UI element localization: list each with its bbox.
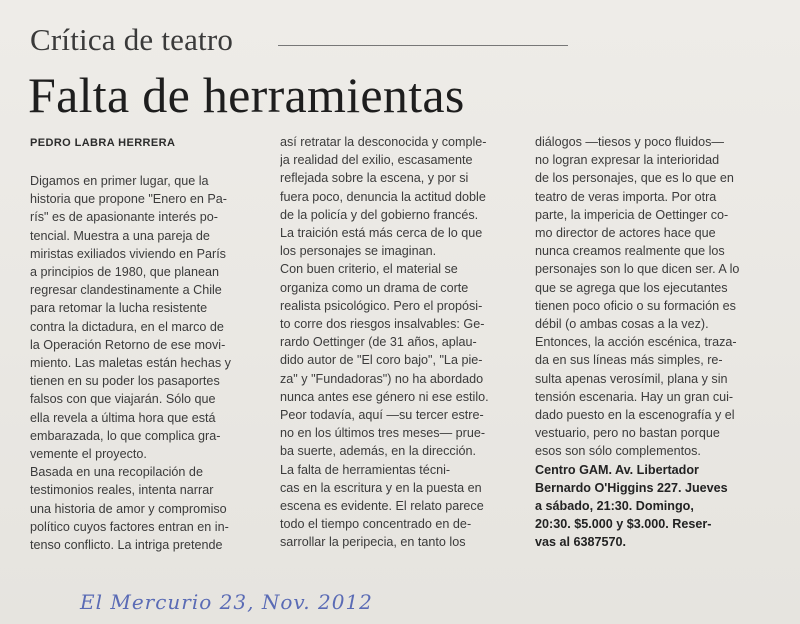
text-line: tienen poco oficio o su formación es <box>535 298 736 313</box>
text-line: esos son sólo complementos. <box>535 444 701 459</box>
headline: Falta de herramientas <box>28 67 465 123</box>
text-line: testimonios reales, intenta narrar <box>30 483 214 498</box>
text-line: diálogos —tiesos y poco fluidos— <box>535 135 725 149</box>
text-line: escena es evidente. El relato parece <box>280 499 484 514</box>
text-line: no en los últimos tres meses— prue- <box>280 426 486 441</box>
text-line: miristas exiliados viviendo en París <box>30 246 226 261</box>
text-line: realista psicológico. Pero el propósi- <box>280 298 483 313</box>
text-line: Peor todavía, aquí —su tercer estre- <box>280 408 484 423</box>
text-line: nunca antes ese género ni ese estilo. <box>280 389 489 404</box>
text-line: para retomar la lucha resistente <box>30 301 208 316</box>
text-line: teatro de veras importa. Por otra <box>535 189 717 204</box>
text-line: Basada en una recopilación de <box>30 465 203 480</box>
text-line: todo el tiempo concentrado en de- <box>280 517 472 532</box>
venue-info-line: Centro GAM. Av. Libertador <box>535 462 699 477</box>
text-line: a principios de 1980, que planean <box>30 265 220 280</box>
text-line: dido autor de "El coro bajo", "La pie- <box>280 353 483 368</box>
text-line: reflejada sobre la escena, y por si <box>280 171 469 186</box>
handwritten-source-note: El Mercurio 23, Nov. 2012 <box>80 590 373 614</box>
text-line: débil (o ambas cosas a la vez). <box>535 317 709 332</box>
text-line: que se agrega que los ejecutantes <box>535 280 728 295</box>
text-line: fuera poco, denuncia la actitud doble <box>280 189 486 204</box>
byline: PEDRO LABRA HERRERA <box>30 137 176 149</box>
text-line: contra la dictadura, en el marco de <box>30 319 224 334</box>
section-rule <box>278 45 568 46</box>
text-line: falsos con que viajarán. Sólo que <box>30 392 216 407</box>
text-line: ella revela a última hora que está <box>30 410 216 425</box>
text-line: de la policía y del gobierno francés. <box>280 207 479 222</box>
text-line: no logran expresar la interioridad <box>535 153 720 168</box>
text-line: tensión escenaria. Hay un gran cui- <box>535 389 734 404</box>
text-line: nunca creamos realmente que los <box>535 244 725 259</box>
text-line: de los personajes, que es lo que en <box>535 171 734 186</box>
text-line: Con buen criterio, el material se <box>280 262 458 277</box>
text-line: dado puesto en la escenografía y el <box>535 408 735 423</box>
text-line: tenso conflicto. La intriga pretende <box>30 538 223 553</box>
venue-info-line: vas al 6387570. <box>535 535 627 550</box>
text-line: Digamos en primer lugar, que la <box>30 174 209 188</box>
text-line: una historia de amor y compromiso <box>30 501 227 516</box>
venue-info-line: a sábado, 21:30. Domingo, <box>535 499 694 514</box>
text-line: historia que propone "Enero en Pa- <box>30 192 228 207</box>
text-line: ba suerte, además, en la dirección. <box>280 444 477 459</box>
text-line: La falta de herramientas técni- <box>280 462 451 477</box>
text-line: la Operación Retorno de ese movi- <box>30 337 226 352</box>
text-line: Entonces, la acción escénica, traza- <box>535 335 737 350</box>
text-line: vemente el proyecto. <box>30 447 147 462</box>
text-line: organiza como un drama de corte <box>280 280 469 295</box>
article-column-2 <box>280 133 513 552</box>
text-line: rís" es de apasionante interés po- <box>30 210 218 225</box>
text-line: embarazada, lo que complica gra- <box>30 428 221 443</box>
text-line: sarrollar la peripecia, en tanto los <box>280 535 466 550</box>
text-line: parte, la impericia de Oettinger co- <box>535 207 729 222</box>
text-line: los personajes se imaginan. <box>280 244 437 259</box>
section-title: Crítica de teatro <box>30 22 234 57</box>
text-line: da en sus líneas más simples, re- <box>535 353 723 368</box>
text-line: vestuario, pero no bastan porque <box>535 426 720 441</box>
text-line: personajes son lo que dicen ser. A lo <box>535 262 740 277</box>
text-line: sulta apenas verosímil, plana y sin <box>535 371 728 386</box>
text-line: político cuyos factores entran en in- <box>30 519 229 534</box>
text-line: así retratar la desconocida y comple- <box>280 135 487 149</box>
article-column-1 <box>30 172 260 554</box>
article-column-3 <box>535 133 772 552</box>
text-line: tencial. Muestra a una pareja de <box>30 228 210 243</box>
venue-info-line: Bernardo O'Higgins 227. Jueves <box>535 480 728 495</box>
text-line: rardo Oettinger (de 31 años, aplau- <box>280 335 477 350</box>
text-line: regresar clandestinamente a Chile <box>30 283 222 298</box>
text-line: cas en la escritura y en la puesta en <box>280 480 482 495</box>
text-line: ja realidad del exilio, escasamente <box>280 153 473 168</box>
text-line: tienen en su poder los pasaportes <box>30 374 220 389</box>
text-line: to corre dos riesgos insalvables: Ge- <box>280 317 485 332</box>
text-line: mo director de actores hace que <box>535 226 716 241</box>
text-line: za" y "Fundadoras") no ha abordado <box>280 371 484 386</box>
venue-info-line: 20:30. $5.000 y $3.000. Reser- <box>535 517 712 532</box>
text-line: La traición está más cerca de lo que <box>280 226 483 241</box>
text-line: miento. Las maletas están hechas y <box>30 356 231 371</box>
